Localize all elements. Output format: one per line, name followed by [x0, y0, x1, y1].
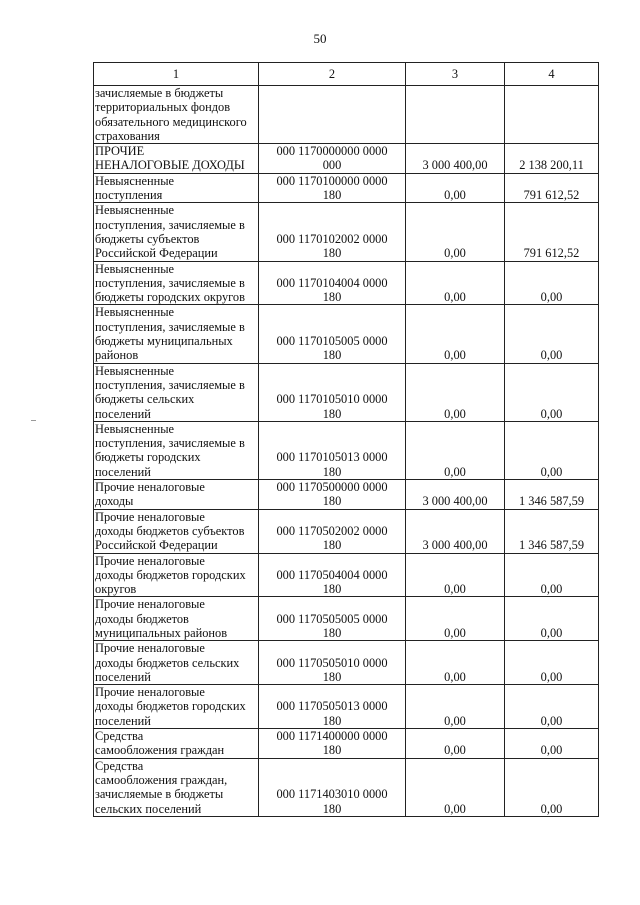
table-row: [94, 597, 599, 641]
table-row: [94, 203, 599, 261]
row-code-cell: 000 1171403010 0000 180: [259, 758, 406, 816]
table-row: [94, 509, 599, 553]
row-col3-cell: 3 000 400,00: [406, 144, 505, 174]
row-name-cell: Невыясненные поступления, зачисляемые в бюджеты сельских поселений: [94, 363, 259, 421]
row-code-cell: [259, 86, 406, 144]
row-code-cell: 000 1170505013 0000 180: [259, 685, 406, 729]
row-col4-cell: 0,00: [505, 421, 599, 479]
table-row: [94, 173, 599, 203]
row-name-cell: Невыясненные поступления: [94, 173, 259, 203]
table-row: [94, 641, 599, 685]
row-name-cell: зачисляемые в бюджеты территориальных фондов обязательного медицинского страхования: [94, 86, 259, 144]
row-col3-cell: 0,00: [406, 261, 505, 305]
row-col4-cell: 1 346 587,59: [505, 509, 599, 553]
row-col3-cell: 3 000 400,00: [406, 509, 505, 553]
row-col3-cell: 0,00: [406, 758, 505, 816]
table-row: [94, 758, 599, 816]
row-name-cell: Прочие неналоговые доходы бюджетов городских округов: [94, 553, 259, 597]
table-body: [94, 86, 599, 817]
row-col4-cell: 2 138 200,11: [505, 144, 599, 174]
row-col3-cell: 0,00: [406, 305, 505, 363]
row-code-cell: 000 1170105013 0000 180: [259, 421, 406, 479]
row-col4-cell: 0,00: [505, 685, 599, 729]
row-code-cell: 000 1170100000 0000 180: [259, 173, 406, 203]
row-col3-cell: 0,00: [406, 363, 505, 421]
table-row: [94, 553, 599, 597]
table-row: [94, 305, 599, 363]
column-header: 4: [505, 63, 599, 86]
row-code-cell: 000 1170505010 0000 180: [259, 641, 406, 685]
row-col3-cell: 3 000 400,00: [406, 480, 505, 510]
row-name-cell: Невыясненные поступления, зачисляемые в бюджеты муниципальных районов: [94, 305, 259, 363]
row-col4-cell: 0,00: [505, 553, 599, 597]
row-code-cell: 000 1171400000 0000 180: [259, 729, 406, 759]
table-row: [94, 144, 599, 174]
row-col4-cell: 0,00: [505, 641, 599, 685]
table-row: [94, 421, 599, 479]
row-col4-cell: 791 612,52: [505, 173, 599, 203]
table-row: [94, 363, 599, 421]
row-code-cell: 000 1170000000 0000 000: [259, 144, 406, 174]
row-name-cell: Прочие неналоговые доходы бюджетов субъектов Российской Федерации: [94, 509, 259, 553]
row-code-cell: 000 1170105005 0000 180: [259, 305, 406, 363]
header-row: [94, 63, 599, 86]
row-col4-cell: 0,00: [505, 758, 599, 816]
row-code-cell: 000 1170102002 0000 180: [259, 203, 406, 261]
table-row: [94, 86, 599, 144]
row-col3-cell: [406, 86, 505, 144]
table-row: [94, 261, 599, 305]
column-header: 2: [259, 63, 406, 86]
row-col4-cell: [505, 86, 599, 144]
row-col4-cell: 0,00: [505, 261, 599, 305]
row-name-cell: Прочие неналоговые доходы бюджетов муниципальных районов: [94, 597, 259, 641]
budget-table: [93, 62, 599, 817]
row-name-cell: Прочие неналоговые доходы бюджетов сельских поселений: [94, 641, 259, 685]
row-col3-cell: 0,00: [406, 173, 505, 203]
page-number: 50: [313, 31, 327, 46]
row-col3-cell: 0,00: [406, 729, 505, 759]
row-col4-cell: 0,00: [505, 305, 599, 363]
row-col3-cell: 0,00: [406, 203, 505, 261]
row-code-cell: 000 1170104004 0000 180: [259, 261, 406, 305]
row-name-cell: Невыясненные поступления, зачисляемые в бюджеты городских округов: [94, 261, 259, 305]
row-col4-cell: 0,00: [505, 729, 599, 759]
row-col4-cell: 1 346 587,59: [505, 480, 599, 510]
table-row: [94, 729, 599, 759]
row-code-cell: 000 1170105010 0000 180: [259, 363, 406, 421]
row-col3-cell: 0,00: [406, 597, 505, 641]
column-header: 3: [406, 63, 505, 86]
row-name-cell: Невыясненные поступления, зачисляемые в бюджеты городских поселений: [94, 421, 259, 479]
row-col3-cell: 0,00: [406, 421, 505, 479]
column-header: 1: [94, 63, 259, 86]
row-code-cell: 000 1170500000 0000 180: [259, 480, 406, 510]
row-name-cell: ПРОЧИЕ НЕНАЛОГОВЫЕ ДОХОДЫ: [94, 144, 259, 174]
row-name-cell: Прочие неналоговые доходы: [94, 480, 259, 510]
row-col4-cell: 0,00: [505, 363, 599, 421]
row-code-cell: 000 1170504004 0000 180: [259, 553, 406, 597]
row-col3-cell: 0,00: [406, 641, 505, 685]
row-code-cell: 000 1170505005 0000 180: [259, 597, 406, 641]
row-col3-cell: 0,00: [406, 685, 505, 729]
row-col4-cell: 791 612,52: [505, 203, 599, 261]
margin-mark: [31, 420, 36, 421]
row-name-cell: Прочие неналоговые доходы бюджетов городских поселений: [94, 685, 259, 729]
row-name-cell: Средства самообложения граждан: [94, 729, 259, 759]
row-name-cell: Средства самообложения граждан, зачисляемые в бюджеты сельских поселений: [94, 758, 259, 816]
row-col4-cell: 0,00: [505, 597, 599, 641]
table-row: [94, 685, 599, 729]
row-col3-cell: 0,00: [406, 553, 505, 597]
row-code-cell: 000 1170502002 0000 180: [259, 509, 406, 553]
row-name-cell: Невыясненные поступления, зачисляемые в бюджеты субъектов Российской Федерации: [94, 203, 259, 261]
table-row: [94, 480, 599, 510]
